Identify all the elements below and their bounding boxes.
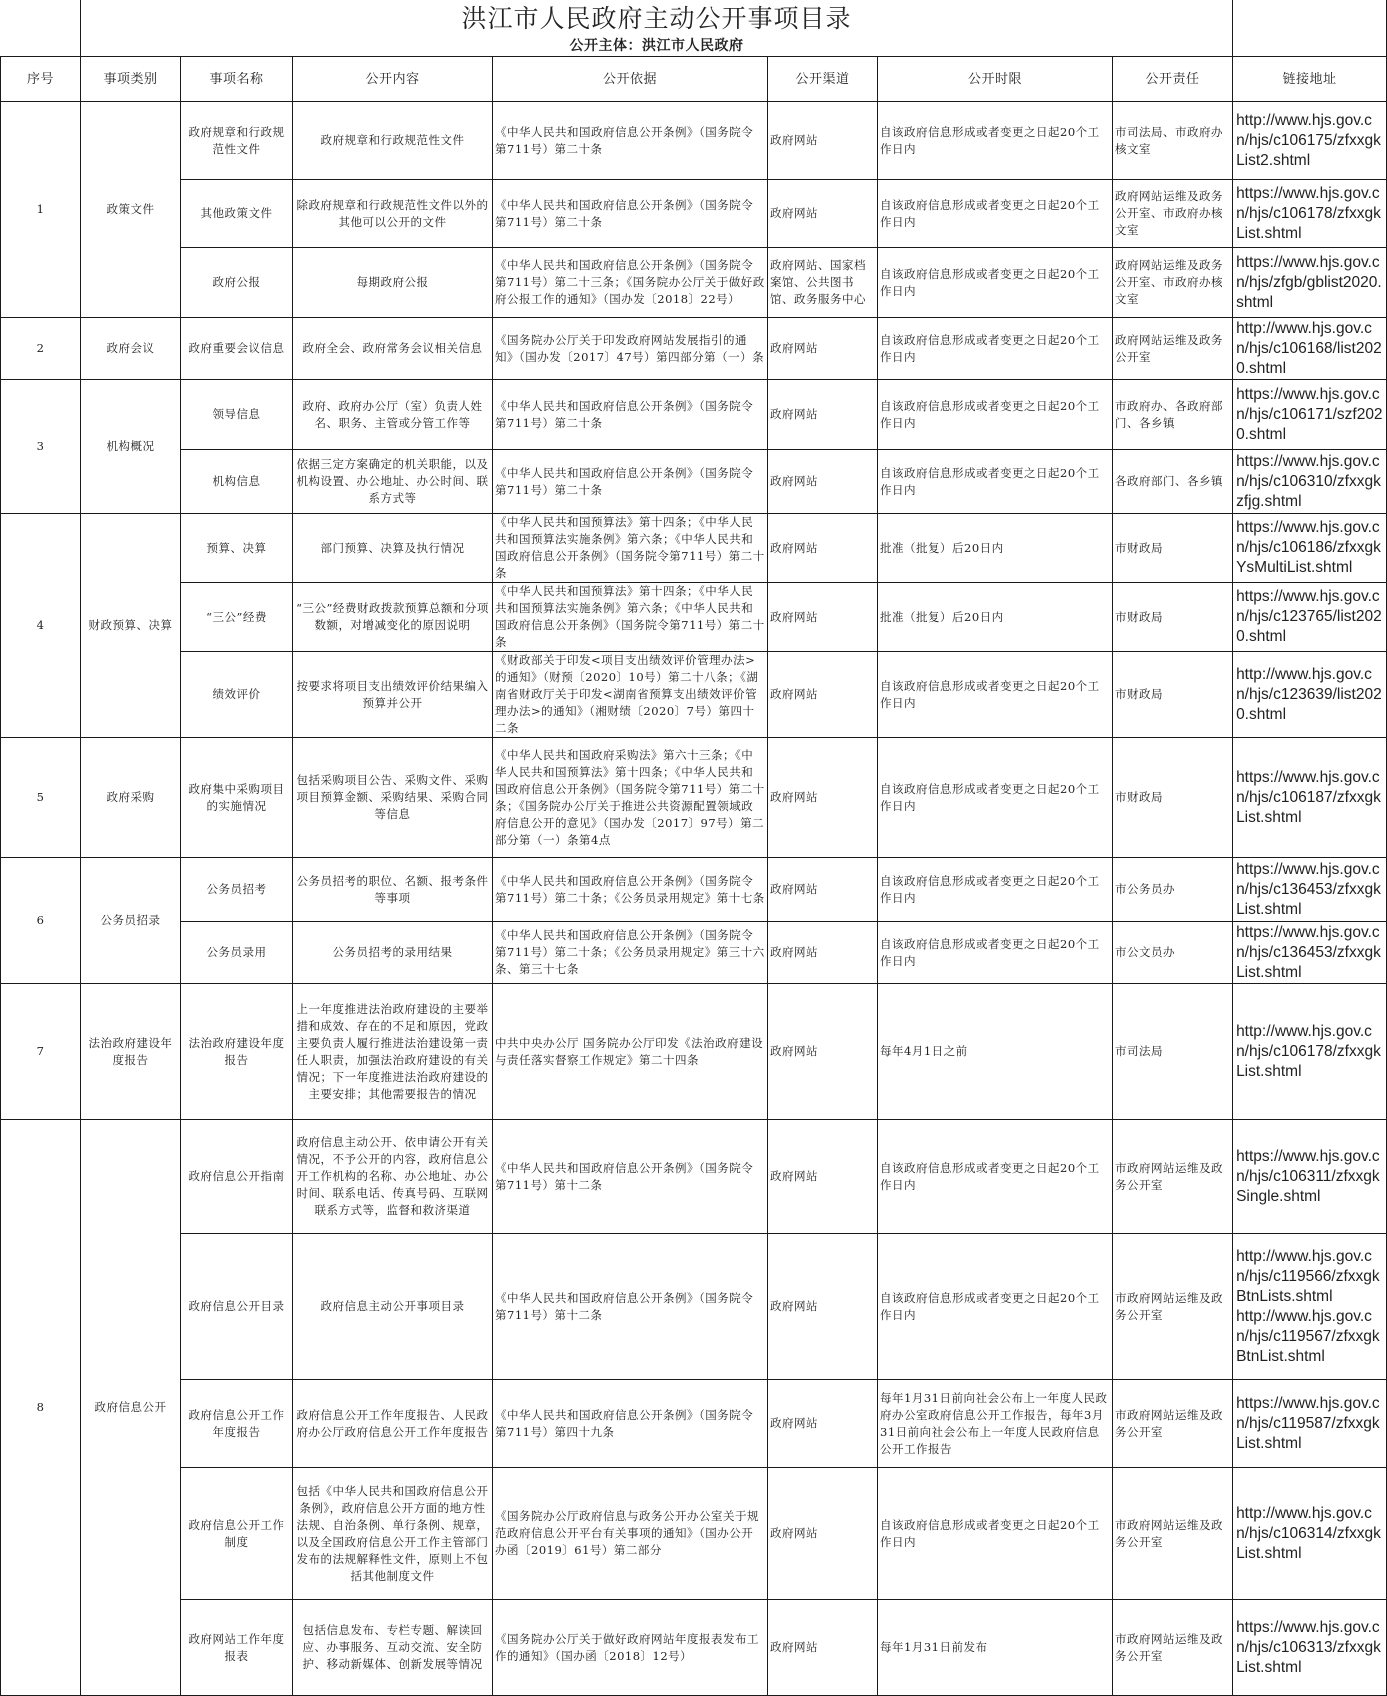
item-name: 政府集中采购项目的实施情况: [181, 738, 293, 858]
item-responsible: 政府网站运维及政务公开室、市政府办核文室: [1113, 248, 1233, 318]
item-name: 政府信息公开工作制度: [181, 1468, 293, 1600]
item-channel: 政府网站: [768, 514, 878, 583]
item-responsible: 市政府网站运维及政务公开室: [1113, 1380, 1233, 1468]
item-link[interactable]: http://www.hjs.gov.cn/hjs/c119566/zfxxgkBtnLists.shtml http://www.hjs.gov.cn/hjs/c119567/zfxxgkBtnList.shtml: [1233, 1234, 1387, 1380]
item-name: 政府规章和行政规范性文件: [181, 102, 293, 180]
item-content: 上一年度推进法治政府建设的主要举措和成效、存在的不足和原因，党政主要负责人履行推进法治建设第一责任人职责，加强法治政府建设的有关情况；下一年度推进法治政府建设的主要安排；其他需要报告的情况: [293, 984, 493, 1120]
item-basis: 《中华人民共和国预算法》第十四条；《中华人民共和国预算法实施条例》第六条；《中华人民共和国政府信息公开条例》（国务院令第711号）第二十条: [493, 583, 768, 652]
table-row: [1, 1468, 1387, 1600]
item-deadline: 自该政府信息形成或者变更之日起20个工作日内: [878, 318, 1113, 380]
item-channel: 政府网站: [768, 738, 878, 858]
spacer-cell: [1, 0, 81, 36]
header-deadline: 公开时限: [878, 57, 1113, 102]
item-content: 部门预算、决算及执行情况: [293, 514, 493, 583]
item-link[interactable]: https://www.hjs.gov.cn/hjs/c106178/zfxxgkList.shtml: [1233, 180, 1387, 248]
page-title: 洪江市人民政府主动公开事项目录: [81, 0, 1233, 36]
item-link[interactable]: http://www.hjs.gov.cn/hjs/c106178/zfxxgkList.shtml: [1233, 984, 1387, 1120]
item-channel: 政府网站: [768, 102, 878, 180]
row-category: 政策文件: [81, 102, 181, 318]
header-name: 事项名称: [181, 57, 293, 102]
item-responsible: 市政府网站运维及政务公开室: [1113, 1234, 1233, 1380]
item-content: 政府全会、政府常务会议相关信息: [293, 318, 493, 380]
table-row: [1, 922, 1387, 984]
table-row: [1, 102, 1387, 180]
item-channel: 政府网站: [768, 984, 878, 1120]
item-content: 每期政府公报: [293, 248, 493, 318]
spacer-cell: [1, 36, 81, 57]
spacer-cell: [1233, 0, 1387, 36]
row-index: 6: [1, 858, 81, 984]
item-name: 机构信息: [181, 450, 293, 514]
item-channel: 政府网站: [768, 1380, 878, 1468]
item-link[interactable]: https://www.hjs.gov.cn/hjs/c106313/zfxxgkList.shtml: [1233, 1600, 1387, 1696]
row-category: 政府会议: [81, 318, 181, 380]
item-responsible: 市政府办、各政府部门、各乡镇: [1113, 380, 1233, 450]
item-responsible: 市政府网站运维及政务公开室: [1113, 1120, 1233, 1234]
item-content: 除政府规章和行政规范性文件以外的其他可以公开的文件: [293, 180, 493, 248]
item-link[interactable]: http://www.hjs.gov.cn/hjs/c123639/list2020.shtml: [1233, 652, 1387, 738]
row-index: 8: [1, 1120, 81, 1696]
row-category: 政府信息公开: [81, 1120, 181, 1696]
item-basis: 《国务院办公厅政府信息与政务公开办公室关于规范政府信息公开平台有关事项的通知》（国办公开办函〔2019〕61号）第二部分: [493, 1468, 768, 1600]
item-link[interactable]: https://www.hjs.gov.cn/hjs/c106186/zfxxgkYsMultiList.shtml: [1233, 514, 1387, 583]
item-link[interactable]: https://www.hjs.gov.cn/hjs/c136453/zfxxgkList.shtml: [1233, 922, 1387, 984]
item-responsible: 各政府部门、各乡镇: [1113, 450, 1233, 514]
item-basis: 《中华人民共和国预算法》第十四条；《中华人民共和国预算法实施条例》第六条；《中华人民共和国政府信息公开条例》（国务院令第711号）第二十条: [493, 514, 768, 583]
header-category: 事项类别: [81, 57, 181, 102]
table-row: [1, 738, 1387, 858]
item-responsible: 市财政局: [1113, 652, 1233, 738]
item-name: “三公”经费: [181, 583, 293, 652]
item-deadline: 自该政府信息形成或者变更之日起20个工作日内: [878, 1468, 1113, 1600]
table-row: [1, 858, 1387, 922]
item-channel: 政府网站: [768, 318, 878, 380]
item-link[interactable]: http://www.hjs.gov.cn/hjs/c106314/zfxxgkList.shtml: [1233, 1468, 1387, 1600]
item-link[interactable]: http://www.hjs.gov.cn/hjs/c106175/zfxxgkList2.shtml: [1233, 102, 1387, 180]
item-channel: 政府网站: [768, 1234, 878, 1380]
row-index: 3: [1, 380, 81, 514]
item-deadline: 自该政府信息形成或者变更之日起20个工作日内: [878, 922, 1113, 984]
item-name: 公务员录用: [181, 922, 293, 984]
item-basis: 《中华人民共和国政府信息公开条例》（国务院令第711号）第二十条: [493, 380, 768, 450]
item-content: “三公”经费财政拨款预算总额和分项数额，对增减变化的原因说明: [293, 583, 493, 652]
item-channel: 政府网站: [768, 450, 878, 514]
item-responsible: 政府网站运维及政务公开室: [1113, 318, 1233, 380]
item-basis: 《中华人民共和国政府信息公开条例》（国务院令第711号）第二十条；《公务员录用规定》第三十六条、第三十七条: [493, 922, 768, 984]
item-deadline: 自该政府信息形成或者变更之日起20个工作日内: [878, 180, 1113, 248]
item-channel: 政府网站: [768, 180, 878, 248]
row-category: 政府采购: [81, 738, 181, 858]
row-category: 法治政府建设年度报告: [81, 984, 181, 1120]
item-link[interactable]: https://www.hjs.gov.cn/hjs/c119587/zfxxgkList.shtml: [1233, 1380, 1387, 1468]
item-channel: 政府网站: [768, 1468, 878, 1600]
item-basis: 《中华人民共和国政府信息公开条例》（国务院令第711号）第十二条: [493, 1234, 768, 1380]
table-row: [1, 1600, 1387, 1696]
table-row: [1, 583, 1387, 652]
row-index: 4: [1, 514, 81, 738]
item-responsible: 政府网站运维及政务公开室、市政府办核文室: [1113, 180, 1233, 248]
item-basis: 《中华人民共和国政府信息公开条例》（国务院令第711号）第十二条: [493, 1120, 768, 1234]
item-channel: 政府网站: [768, 858, 878, 922]
header-index: 序号: [1, 57, 81, 102]
row-category: 机构概况: [81, 380, 181, 514]
item-link[interactable]: http://www.hjs.gov.cn/hjs/c106168/list2020.shtml: [1233, 318, 1387, 380]
item-link[interactable]: https://www.hjs.gov.cn/hjs/c106171/szf2020.shtml: [1233, 380, 1387, 450]
table-row: [1, 318, 1387, 380]
item-link[interactable]: https://www.hjs.gov.cn/hjs/c136453/zfxxgkList.shtml: [1233, 858, 1387, 922]
row-category: 公务员招录: [81, 858, 181, 984]
item-deadline: 自该政府信息形成或者变更之日起20个工作日内: [878, 858, 1113, 922]
item-content: 公务员招考的职位、名额、报考条件等事项: [293, 858, 493, 922]
item-responsible: 市财政局: [1113, 583, 1233, 652]
item-basis: 《中华人民共和国政府信息公开条例》（国务院令第711号）第二十条: [493, 180, 768, 248]
item-responsible: 市政府网站运维及政务公开室: [1113, 1600, 1233, 1696]
item-responsible: 市政府网站运维及政务公开室: [1113, 1468, 1233, 1600]
item-content: 公务员招考的录用结果: [293, 922, 493, 984]
item-basis: 《中华人民共和国政府信息公开条例》（国务院令第711号）第二十条: [493, 102, 768, 180]
item-name: 公务员招考: [181, 858, 293, 922]
item-content: 政府、政府办公厅（室）负责人姓名、职务、主管或分管工作等: [293, 380, 493, 450]
item-responsible: 市司法局: [1113, 984, 1233, 1120]
item-name: 政府网站工作年度报表: [181, 1600, 293, 1696]
item-name: 政府公报: [181, 248, 293, 318]
item-name: 预算、决算: [181, 514, 293, 583]
item-responsible: 市公务员办: [1113, 858, 1233, 922]
header-basis: 公开依据: [493, 57, 768, 102]
item-name: 法治政府建设年度报告: [181, 984, 293, 1120]
item-channel: 政府网站: [768, 922, 878, 984]
item-basis: 《中华人民共和国政府信息公开条例》（国务院令第711号）第四十九条: [493, 1380, 768, 1468]
row-index: 7: [1, 984, 81, 1120]
table-row: [1, 514, 1387, 583]
item-channel: 政府网站: [768, 1120, 878, 1234]
table-row: [1, 248, 1387, 318]
item-channel: 政府网站: [768, 583, 878, 652]
item-deadline: 批准（批复）后20日内: [878, 514, 1113, 583]
item-link[interactable]: https://www.hjs.gov.cn/hjs/c123765/list2020.shtml: [1233, 583, 1387, 652]
row-index: 5: [1, 738, 81, 858]
item-responsible: 市公文员办: [1113, 922, 1233, 984]
item-name: 政府信息公开指南: [181, 1120, 293, 1234]
item-deadline: 每年1月31日前向社会公布上一年度人民政府办公室政府信息公开工作报告，每年3月31日前向社会公布上一年度人民政府信息公开工作报告: [878, 1380, 1113, 1468]
table-row: [1, 450, 1387, 514]
table-row: [1, 380, 1387, 450]
item-deadline: 自该政府信息形成或者变更之日起20个工作日内: [878, 1120, 1113, 1234]
item-deadline: 自该政府信息形成或者变更之日起20个工作日内: [878, 652, 1113, 738]
item-name: 政府信息公开工作年度报告: [181, 1380, 293, 1468]
table-row: [1, 652, 1387, 738]
item-basis: 《中华人民共和国政府信息公开条例》（国务院令第711号）第二十条；《公务员录用规定》第十七条: [493, 858, 768, 922]
item-basis: 《中华人民共和国政府信息公开条例》（国务院令第711号）第二十三条；《国务院办公厅关于做好政府公报工作的通知》（国办发〔2018〕22号）: [493, 248, 768, 318]
table-row: [1, 984, 1387, 1120]
item-content: 政府规章和行政规范性文件: [293, 102, 493, 180]
item-basis: 《国务院办公厅关于做好政府网站年度报表发布工作的通知》（国办函〔2018〕12号）: [493, 1600, 768, 1696]
item-channel: 政府网站: [768, 380, 878, 450]
item-content: 包括采购项目公告、采购文件、采购项目预算金额、采购结果、采购合同等信息: [293, 738, 493, 858]
item-basis: 《中华人民共和国政府采购法》第六十三条；《中华人民共和国预算法》第十四条；《中华人民共和国政府信息公开条例》（国务院令第711号）第二十条；《国务院办公厅关于推进公共资源配置领域政府信息公开的意见》（国办发〔2017〕97号）第二部分第（一）条第4点: [493, 738, 768, 858]
item-deadline: 批准（批复）后20日内: [878, 583, 1113, 652]
item-deadline: 每年1月31日前发布: [878, 1600, 1113, 1696]
row-index: 1: [1, 102, 81, 318]
page-subtitle: 公开主体：洪江市人民政府: [81, 36, 1233, 57]
item-responsible: 市财政局: [1113, 514, 1233, 583]
item-name: 绩效评价: [181, 652, 293, 738]
item-link[interactable]: https://www.hjs.gov.cn/hjs/zfgb/gblist2020.shtml: [1233, 248, 1387, 318]
item-content: 政府信息公开工作年度报告、人民政府办公厅政府信息公开工作年度报告: [293, 1380, 493, 1468]
table-row: [1, 180, 1387, 248]
item-link[interactable]: https://www.hjs.gov.cn/hjs/c106310/zfxxgkzfjg.shtml: [1233, 450, 1387, 514]
header-link: 链接地址: [1233, 57, 1387, 102]
item-link[interactable]: https://www.hjs.gov.cn/hjs/c106311/zfxxgkSingle.shtml: [1233, 1120, 1387, 1234]
item-name: 其他政策文件: [181, 180, 293, 248]
item-deadline: 自该政府信息形成或者变更之日起20个工作日内: [878, 1234, 1113, 1380]
item-content: 政府信息主动公开事项目录: [293, 1234, 493, 1380]
item-deadline: 每年4月1日之前: [878, 984, 1113, 1120]
item-name: 政府信息公开目录: [181, 1234, 293, 1380]
spacer-cell: [1233, 36, 1387, 57]
item-content: 依据三定方案确定的机关职能，以及机构设置、办公地址、办公时间、联系方式等: [293, 450, 493, 514]
item-deadline: 自该政府信息形成或者变更之日起20个工作日内: [878, 248, 1113, 318]
item-name: 政府重要会议信息: [181, 318, 293, 380]
item-link[interactable]: https://www.hjs.gov.cn/hjs/c106187/zfxxgkList.shtml: [1233, 738, 1387, 858]
item-basis: 《国务院办公厅关于印发政府网站发展指引的通知》（国办发〔2017〕47号）第四部分第（一）条: [493, 318, 768, 380]
item-content: 按要求将项目支出绩效评价结果编入预算并公开: [293, 652, 493, 738]
item-basis: 《中华人民共和国政府信息公开条例》（国务院令第711号）第二十条: [493, 450, 768, 514]
item-content: 包括信息发布、专栏专题、解读回应、办事服务、互动交流、安全防护、移动新媒体、创新发展等情况: [293, 1600, 493, 1696]
header-channel: 公开渠道: [768, 57, 878, 102]
item-channel: 政府网站: [768, 652, 878, 738]
row-category: 财政预算、决算: [81, 514, 181, 738]
table-row: [1, 1380, 1387, 1468]
item-deadline: 自该政府信息形成或者变更之日起20个工作日内: [878, 738, 1113, 858]
item-channel: 政府网站: [768, 1600, 878, 1696]
item-deadline: 自该政府信息形成或者变更之日起20个工作日内: [878, 450, 1113, 514]
header-responsible: 公开责任: [1113, 57, 1233, 102]
item-content: 政府信息主动公开、依申请公开有关情况，不予公开的内容，政府信息公开工作机构的名称、办公地址、办公时间、联系电话、传真号码、互联网联系方式等，监督和救济渠道: [293, 1120, 493, 1234]
item-basis: 中共中央办公厅 国务院办公厅印发《法治政府建设与责任落实督察工作规定》第二十四条: [493, 984, 768, 1120]
item-basis: 《财政部关于印发<项目支出绩效评价管理办法>的通知》（财预〔2020〕10号）第二十八条；《湖南省财政厅关于印发<湖南省预算支出绩效评价管理办法>的通知》（湘财绩〔2020〕7号）第四十二条: [493, 652, 768, 738]
header-content: 公开内容: [293, 57, 493, 102]
item-name: 领导信息: [181, 380, 293, 450]
item-deadline: 自该政府信息形成或者变更之日起20个工作日内: [878, 380, 1113, 450]
item-channel: 政府网站、国家档案馆、公共图书馆、政务服务中心: [768, 248, 878, 318]
table-row: [1, 1120, 1387, 1234]
table-row: [1, 1234, 1387, 1380]
row-index: 2: [1, 318, 81, 380]
item-deadline: 自该政府信息形成或者变更之日起20个工作日内: [878, 102, 1113, 180]
item-responsible: 市司法局、市政府办核文室: [1113, 102, 1233, 180]
item-responsible: 市财政局: [1113, 738, 1233, 858]
item-content: 包括《中华人民共和国政府信息公开条例》，政府信息公开方面的地方性法规、自治条例、单行条例、规章，以及全国政府信息公开工作主管部门发布的法规解释性文件，原则上不包括其他制度文件: [293, 1468, 493, 1600]
table-header-row: [1, 57, 1387, 102]
